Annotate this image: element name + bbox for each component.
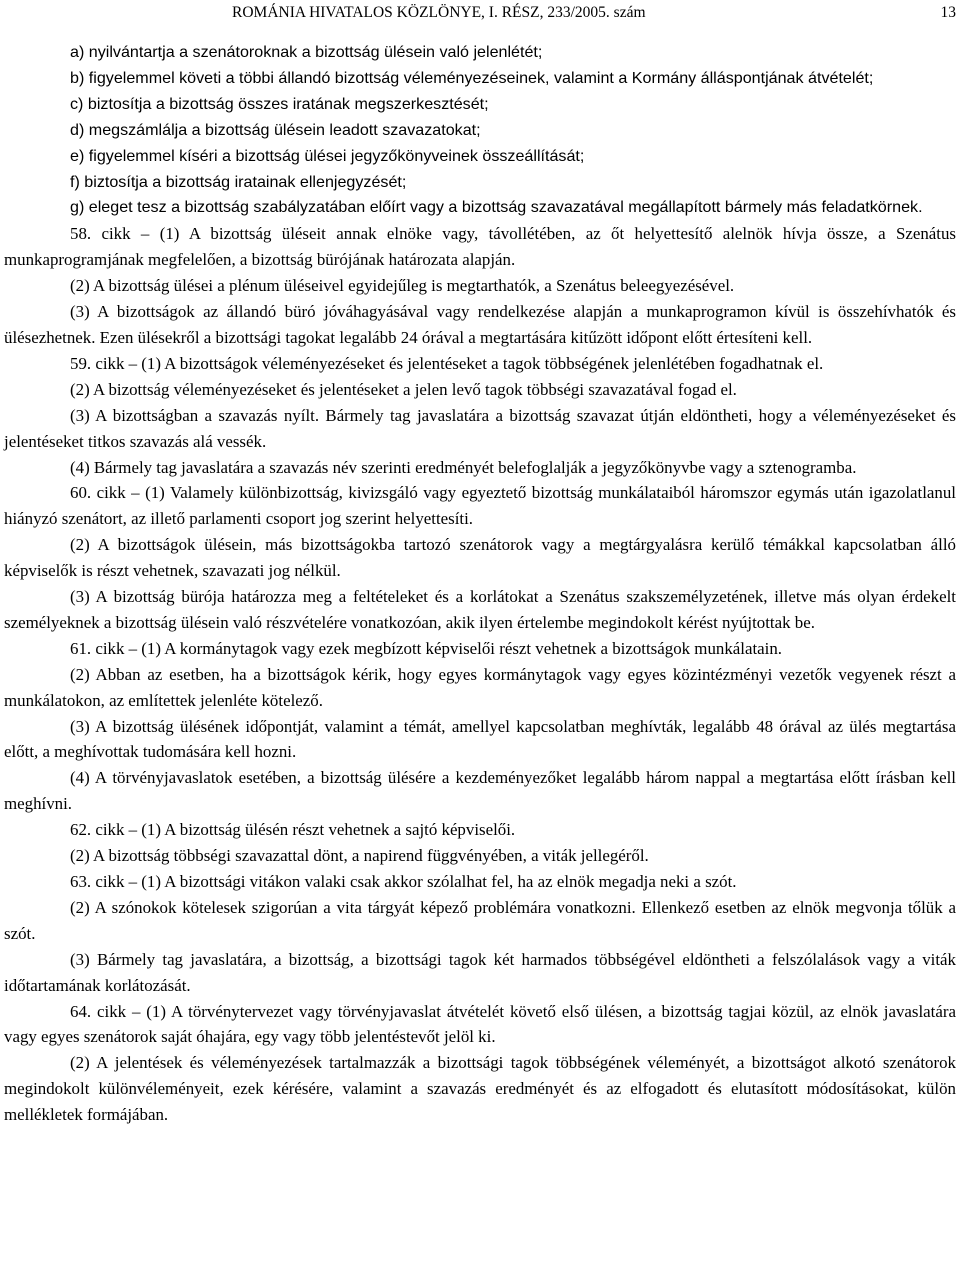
paragraph: (2) A bizottságok ülésein, más bizottságokba tartozó szenátorok vagy a megtárgyalásra kerülő témákkal kapcsolatban álló képviselők is részt vehetnek, szavazati jog nélkül. bbox=[4, 535, 956, 581]
paragraph: (3) A bizottság bürója határozza meg a feltételeket és a korlátokat a Szenátus szakszemélyzetének, illetve más olyan érdekelt személyeknek a bizottság ülésein való részvételére vonatkozóan, akik ilyen értelembe megindokolt kérést nyújtottak be. bbox=[4, 587, 956, 632]
paragraph: (4) Bármely tag javaslatára a szavazás név szerinti eredményét belefoglalják a jegyzőkönyvbe vagy a sztenogramba. bbox=[70, 457, 857, 477]
page-header bbox=[0, 2, 960, 24]
paragraph: 60. cikk – (1) Valamely különbizottság, kivizsgáló vagy egyeztető bizottság munkálataiból háromszor egymás után igazolatlanul hiányzó szenátort, az illető parlamenti csoport jog szerint helyettesíti. bbox=[4, 483, 956, 529]
paragraph: (3) A bizottság ülésének időpontját, valamint a témát, amellyel kapcsolatban meghívták, legalább 48 órával az ülés megtartása előtt, a meghívottak tudomására kell hozni. bbox=[4, 716, 956, 762]
paragraph: a) nyilvántartja a szenátoroknak a bizottság ülésein való jelenlétét; bbox=[70, 43, 543, 61]
paragraph: (2) A szónokok kötelesek szigorúan a vita tárgyát képező problémára vonatkozni. Ellenkező esetben az elnök megvonja tőlük a szót. bbox=[4, 897, 956, 943]
paragraph: 64. cikk – (1) A törvénytervezet vagy törvényjavaslat átvételét követő első ülésen, a bizottság tagjai közül, az elnök javaslatára vagy egyes szenátorok saját óhajára, egy vagy több jelentéstevőt jelöl ki. bbox=[4, 1001, 956, 1047]
paragraph: 59. cikk – (1) A bizottságok véleményezéseket és jelentéseket a tagok többségének jelenlétében fogadhatnak el. bbox=[70, 353, 824, 373]
paragraph: 63. cikk – (1) A bizottsági vitákon valaki csak akkor szólalhat fel, ha az elnök megadja neki a szót. bbox=[70, 872, 737, 891]
paragraph: (2) A bizottság ülései a plénum üléseivel egyidejűleg is megtarthatók, a Szenátus beleegyezésével. bbox=[70, 276, 735, 296]
page-number: 13 bbox=[940, 4, 956, 21]
paragraph: 61. cikk – (1) A kormánytagok vagy ezek megbízott képviselői részt vehetnek a bizottságok munkálatain. bbox=[70, 638, 783, 658]
paragraph: (3) A bizottságban a szavazás nyílt. Bármely tag javaslatára a bizottság szavazat útján eldöntheti, hogy a véleményezéseket és jelentéseket titkos szavazás alá vessék. bbox=[4, 405, 956, 451]
paragraph: (2) Abban az esetben, ha a bizottságok kérik, hogy egyes kormánytagok vagy egyes közintézményi vezetők vegyenek részt a munkálatokon, az említettek jelenléte kötelező. bbox=[4, 664, 956, 710]
paragraph: e) figyelemmel kíséri a bizottság ülései jegyzőkönyveinek összeállítását; bbox=[70, 146, 585, 165]
paragraph: (2) A jelentések és véleményezések tartalmazzák a bizottsági tagok többségének véleményét, a bizottságot alkotó szenátorok megindokolt különvéleményeit, ezek kérésére, valamint a szavazás eredményét és az elfogadott és elutasított módosításokat, külön mellékletek formájában. bbox=[4, 1053, 956, 1125]
publication-title: ROMÁNIA HIVATALOS KÖZLÖNYE, I. RÉSZ, 233/2005. szám bbox=[232, 4, 646, 21]
paragraph: (3) Bármely tag javaslatára, a bizottság, a bizottsági tagok két harmados többségével eldöntheti a felszólalások vagy a viták időtartamának korlátozását. bbox=[4, 949, 956, 995]
paragraph: (2) A bizottság többségi szavazattal dönt, a napirend függvényében, a viták jellegéről. bbox=[70, 846, 649, 866]
paragraph: (2) A bizottság véleményezéseket és jelentéseket a jelen levő tagok többségi szavazatával fogad el. bbox=[70, 379, 737, 399]
paragraph: g) eleget tesz a bizottság szabályzatában előírt vagy a bizottság szavazatával megállapított bármely más feladatkörnek. bbox=[70, 198, 923, 217]
paragraph: c) biztosítja a bizottság összes iratának megszerkesztését; bbox=[70, 94, 489, 113]
paragraph: b) figyelemmel követi a többi állandó bizottság véleményezéseinek, valamint a Kormány álláspontjának átvételét; bbox=[70, 68, 874, 87]
paragraph: f) biztosítja a bizottság iratainak ellenjegyzését; bbox=[70, 172, 407, 191]
paragraph: 62. cikk – (1) A bizottság ülésén részt vehetnek a sajtó képviselői. bbox=[70, 820, 516, 840]
paragraph: (3) A bizottságok az állandó büró jóváhagyásával vagy rendelkezése alapján a munkaprogramon kívül is összehívhatók és ülésezhetnek. Ezen ülésekről a bizottsági tagokat legalább 24 órával a megtartására kitűzött időpont előtt értesíteni kell. bbox=[4, 302, 956, 347]
paragraph: (4) A törvényjavaslatok esetében, a bizottság ülésére a kezdeményezőket legalább három nappal a megtartása előtt írásban kell meghívni. bbox=[4, 768, 956, 814]
paragraph: d) megszámlálja a bizottság ülésein leadott szavazatokat; bbox=[70, 120, 481, 139]
document-body bbox=[4, 40, 956, 1128]
paragraph: 58. cikk – (1) A bizottság üléseit annak elnöke vagy, távollétében, az őt helyettesítő alelnök hívja össze, a Szenátus munkaprogramjának megfelelően, a bizottság bürójának határozata alapján. bbox=[4, 224, 956, 270]
